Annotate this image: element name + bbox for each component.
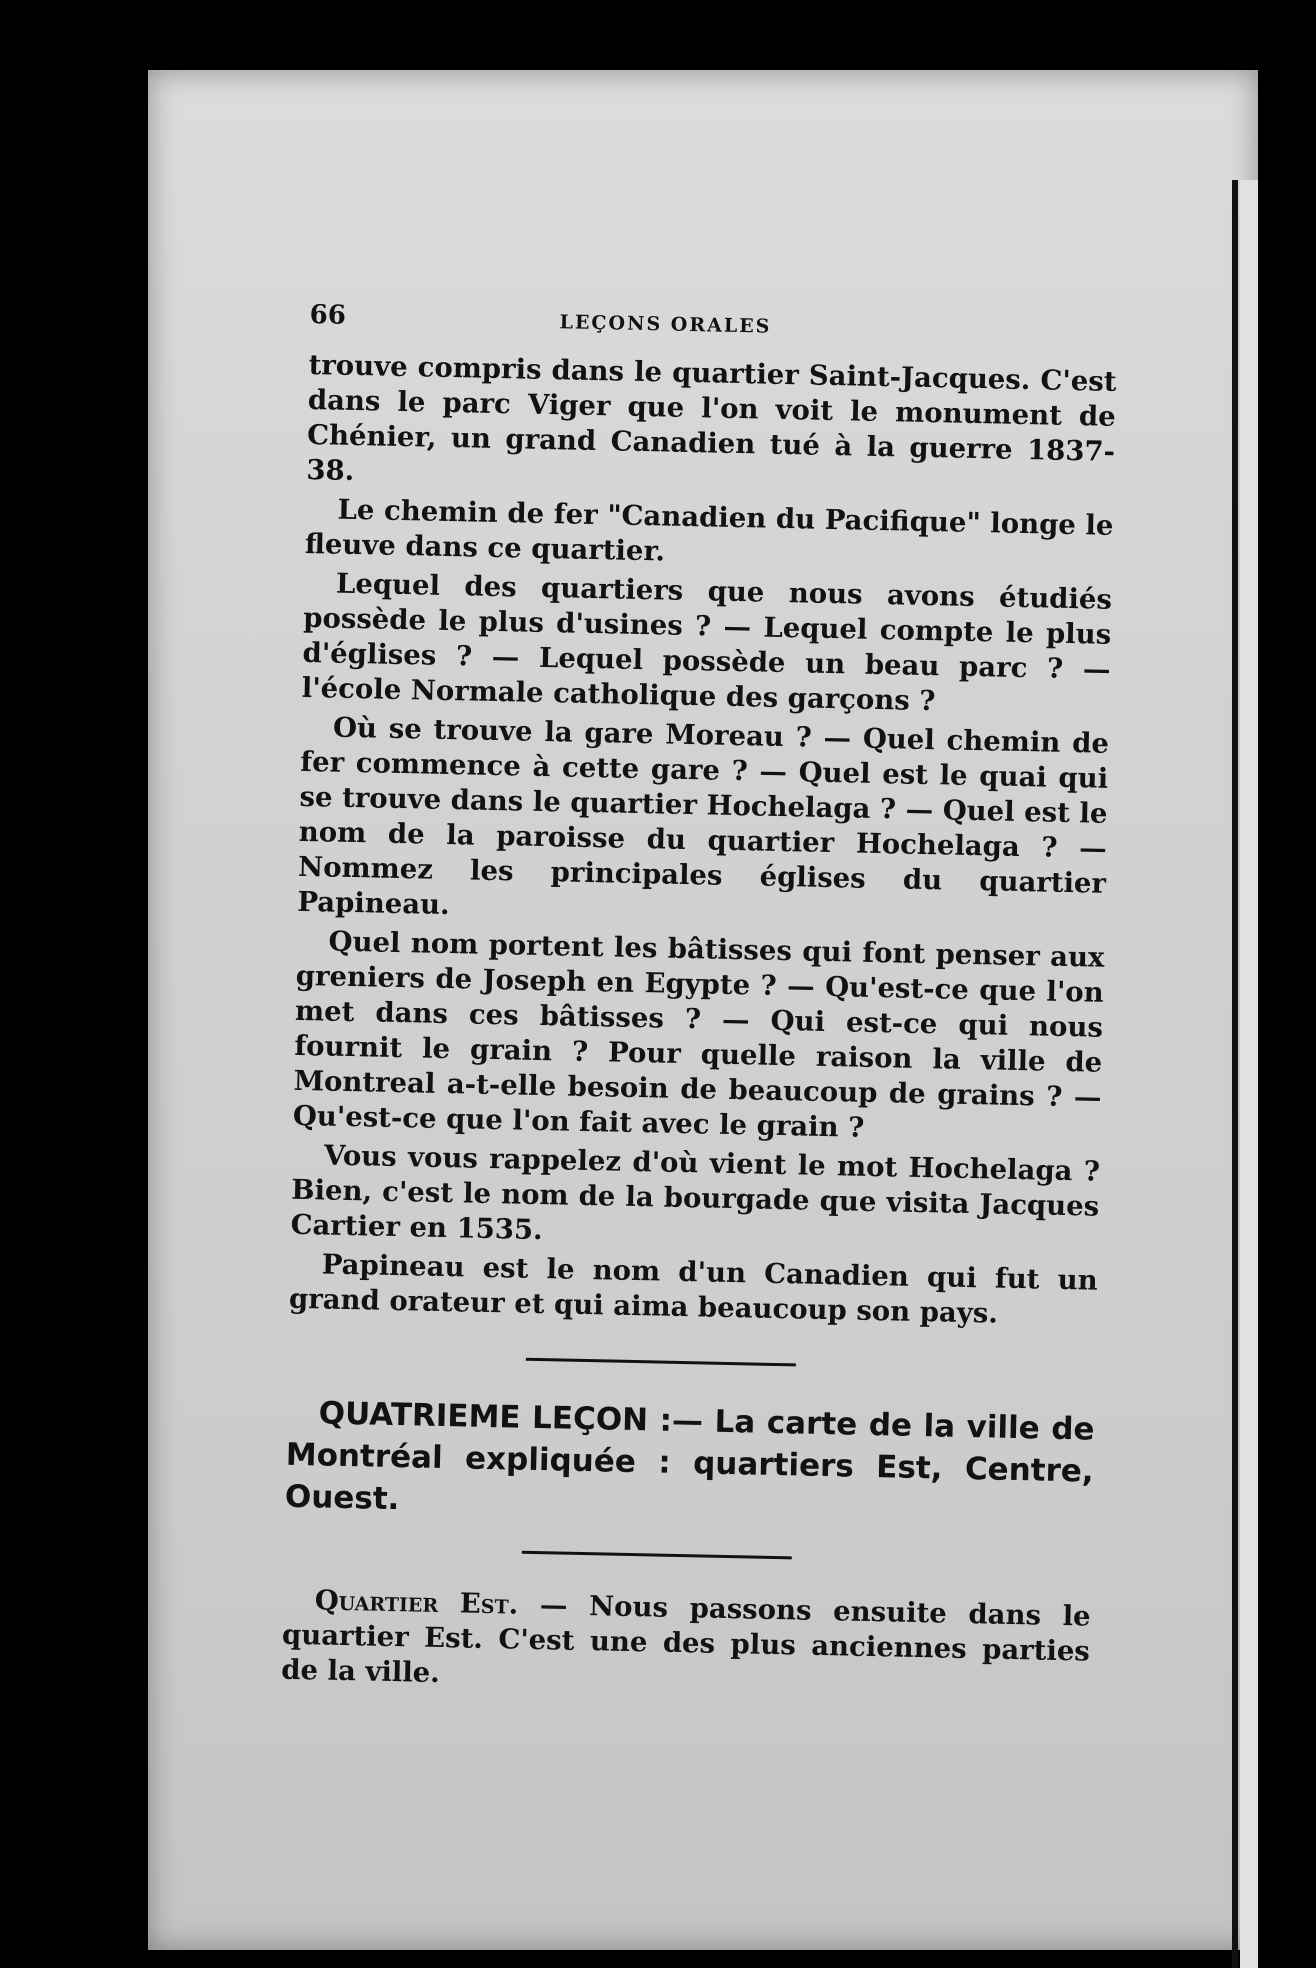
paragraph: Quel nom portent les bâtisses qui font penser aux greniers de Joseph en Egypte ? — Qu'est-ce que l'on met dans ces bâtisses ? — Qui est-ce qui nous fournit le grain ? Pour quelle raison la ville de Montreal a-t-elle besoin de beaucoup de grains ? — Qu'est-ce que l'on fait avec le grain ? bbox=[292, 925, 1105, 1144]
page-content bbox=[281, 300, 1118, 1705]
lesson-title: QUATRIEME LEÇON :— La carte de la ville de Montréal expliquée : quartiers Est, Centre, Ouest. bbox=[284, 1395, 1095, 1518]
paragraph: Vous vous rappelez d'où vient le mot Hochelaga ? Bien, c'est le nom de la bourgade que visita Jacques Cartier en 1535. bbox=[290, 1139, 1101, 1247]
body-text bbox=[289, 348, 1117, 1334]
section-paragraph bbox=[281, 1583, 1091, 1705]
horizontal-rule bbox=[526, 1358, 796, 1367]
paragraph: trouve compris dans le quartier Saint-Jacques. C'est dans le parc Viger que l'on voit le monument de Chénier, un grand Canadien tué à la guerre 1837-38. bbox=[306, 348, 1117, 487]
horizontal-rule bbox=[522, 1551, 792, 1560]
paragraph: Papineau est le nom d'un Canadien qui fut un grand orateur et qui aima beaucoup son pays. bbox=[288, 1248, 1098, 1330]
section-body: — Nous passons ensuite dans le quartier Est. C'est une des plus anciennes parties de la ville. bbox=[280, 1588, 1091, 1690]
section-label: Quartier Est. bbox=[314, 1584, 519, 1621]
paragraph: Le chemin de fer "Canadien du Pacifique" longe le fleuve dans ce quartier. bbox=[304, 493, 1114, 568]
adjacent-page-strip bbox=[1240, 180, 1258, 1968]
paragraph: Où se trouve la gare Moreau ? — Quel chemin de fer commence à cette gare ? — Quel est le quai qui se trouve dans le quartier Hochelaga ? — Quel est le nom de la paroisse du quartier Hochelaga ? — Nommez les principales églises du quartier Papineau. bbox=[297, 711, 1110, 922]
page-number: 66 bbox=[309, 300, 347, 331]
page-gutter-edge bbox=[1232, 180, 1238, 1968]
paragraph: Lequel des quartiers que nous avons étudiés possède le plus d'usines ? — Lequel compte le plus d'églises ? — Lequel possède un beau parc ? — l'école Normale catholique des garçons ? bbox=[301, 567, 1113, 718]
section-text bbox=[281, 1583, 1091, 1705]
running-title: LEÇONS ORALES bbox=[559, 311, 772, 338]
